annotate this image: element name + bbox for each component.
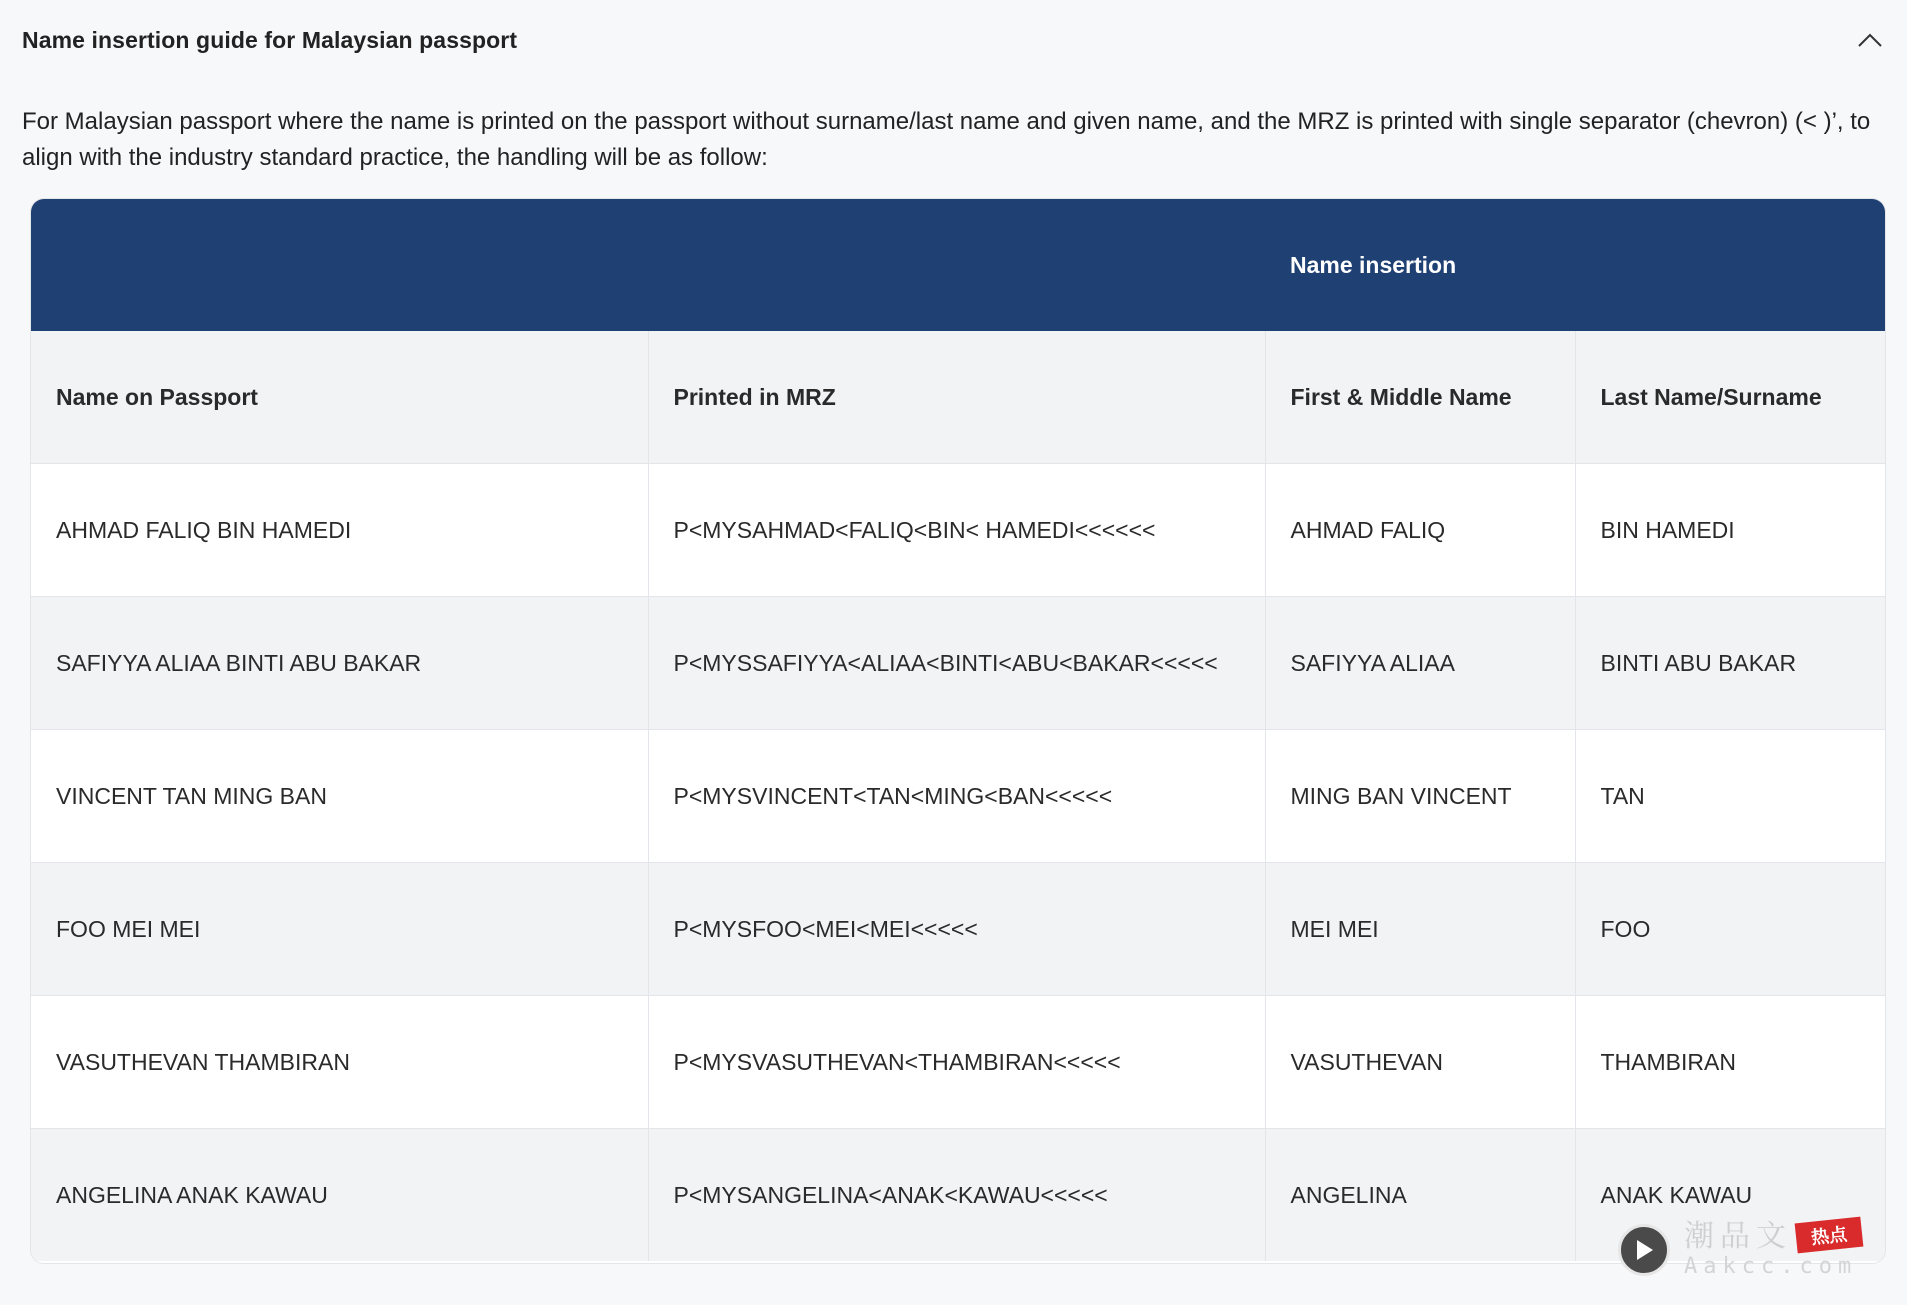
column-header-name-on-passport: Name on Passport bbox=[31, 331, 648, 464]
cell-printed-in-mrz: P<MYSANGELINA<ANAK<KAWAU<<<<< bbox=[648, 1129, 1265, 1262]
name-insertion-table bbox=[30, 198, 1886, 1264]
table-group-header-row bbox=[31, 199, 1885, 331]
watermark-url: Aakcc.com bbox=[1684, 1254, 1858, 1279]
cell-printed-in-mrz: P<MYSSAFIYYA<ALIAA<BINTI<ABU<BAKAR<<<<< bbox=[648, 597, 1265, 730]
column-header-first-middle-name: First & Middle Name bbox=[1265, 331, 1575, 464]
watermark-cn: 潮品文 bbox=[1684, 1220, 1792, 1253]
intro-text: For Malaysian passport where the name is printed on the passport without surname/last name and given name, and the MRZ is printed with single separator (chevron) (< )’, to align with the industry standard practice, the handling will be as follow: bbox=[22, 108, 1871, 171]
cell-first-middle-name: AHMAD FALIQ bbox=[1265, 464, 1575, 597]
cell-first-middle-name: SAFIYYA ALIAA bbox=[1265, 597, 1575, 730]
cell-printed-in-mrz: P<MYSVASUTHEVAN<THAMBIRAN<<<<< bbox=[648, 996, 1265, 1129]
cell-name-on-passport: ANGELINA ANAK KAWAU bbox=[31, 1129, 648, 1262]
cell-last-name: FOO bbox=[1575, 863, 1885, 996]
cell-last-name: BIN HAMEDI bbox=[1575, 464, 1885, 597]
chevron-up-icon[interactable] bbox=[1855, 25, 1885, 55]
group-header-name-insertion: Name insertion bbox=[1265, 199, 1885, 331]
accordion-header[interactable] bbox=[22, 18, 1885, 62]
cell-first-middle-name: MEI MEI bbox=[1265, 863, 1575, 996]
group-header-empty bbox=[648, 199, 1265, 331]
cell-name-on-passport: VINCENT TAN MING BAN bbox=[31, 730, 648, 863]
watermark-badge: 热点 bbox=[1795, 1217, 1864, 1254]
table-header-row bbox=[31, 331, 1885, 464]
table-row bbox=[31, 1129, 1885, 1262]
cell-printed-in-mrz: P<MYSAHMAD<FALIQ<BIN< HAMEDI<<<<<< bbox=[648, 464, 1265, 597]
accordion-title: Name insertion guide for Malaysian passport bbox=[22, 26, 518, 53]
cell-name-on-passport: FOO MEI MEI bbox=[31, 863, 648, 996]
cell-name-on-passport: VASUTHEVAN THAMBIRAN bbox=[31, 996, 648, 1129]
cell-last-name: ANAK KAWAU bbox=[1575, 1129, 1885, 1262]
cell-name-on-passport: SAFIYYA ALIAA BINTI ABU BAKAR bbox=[31, 597, 648, 730]
table-row bbox=[31, 730, 1885, 863]
cell-first-middle-name: MING BAN VINCENT bbox=[1265, 730, 1575, 863]
table-row bbox=[31, 597, 1885, 730]
table-row bbox=[31, 996, 1885, 1129]
cell-last-name: BINTI ABU BAKAR bbox=[1575, 597, 1885, 730]
play-icon bbox=[1618, 1224, 1670, 1276]
cell-printed-in-mrz: P<MYSVINCENT<TAN<MING<BAN<<<<< bbox=[648, 730, 1265, 863]
table-row bbox=[31, 464, 1885, 597]
cell-printed-in-mrz: P<MYSFOO<MEI<MEI<<<<< bbox=[648, 863, 1265, 996]
watermark bbox=[1618, 1216, 1868, 1284]
cell-first-middle-name: ANGELINA bbox=[1265, 1129, 1575, 1262]
group-header-empty bbox=[31, 199, 648, 331]
cell-last-name: THAMBIRAN bbox=[1575, 996, 1885, 1129]
cell-first-middle-name: VASUTHEVAN bbox=[1265, 996, 1575, 1129]
column-header-printed-in-mrz: Printed in MRZ bbox=[648, 331, 1265, 464]
cell-last-name: TAN bbox=[1575, 730, 1885, 863]
table-row bbox=[31, 863, 1885, 996]
column-header-last-name: Last Name/Surname bbox=[1575, 331, 1885, 464]
cell-name-on-passport: AHMAD FALIQ BIN HAMEDI bbox=[31, 464, 648, 597]
